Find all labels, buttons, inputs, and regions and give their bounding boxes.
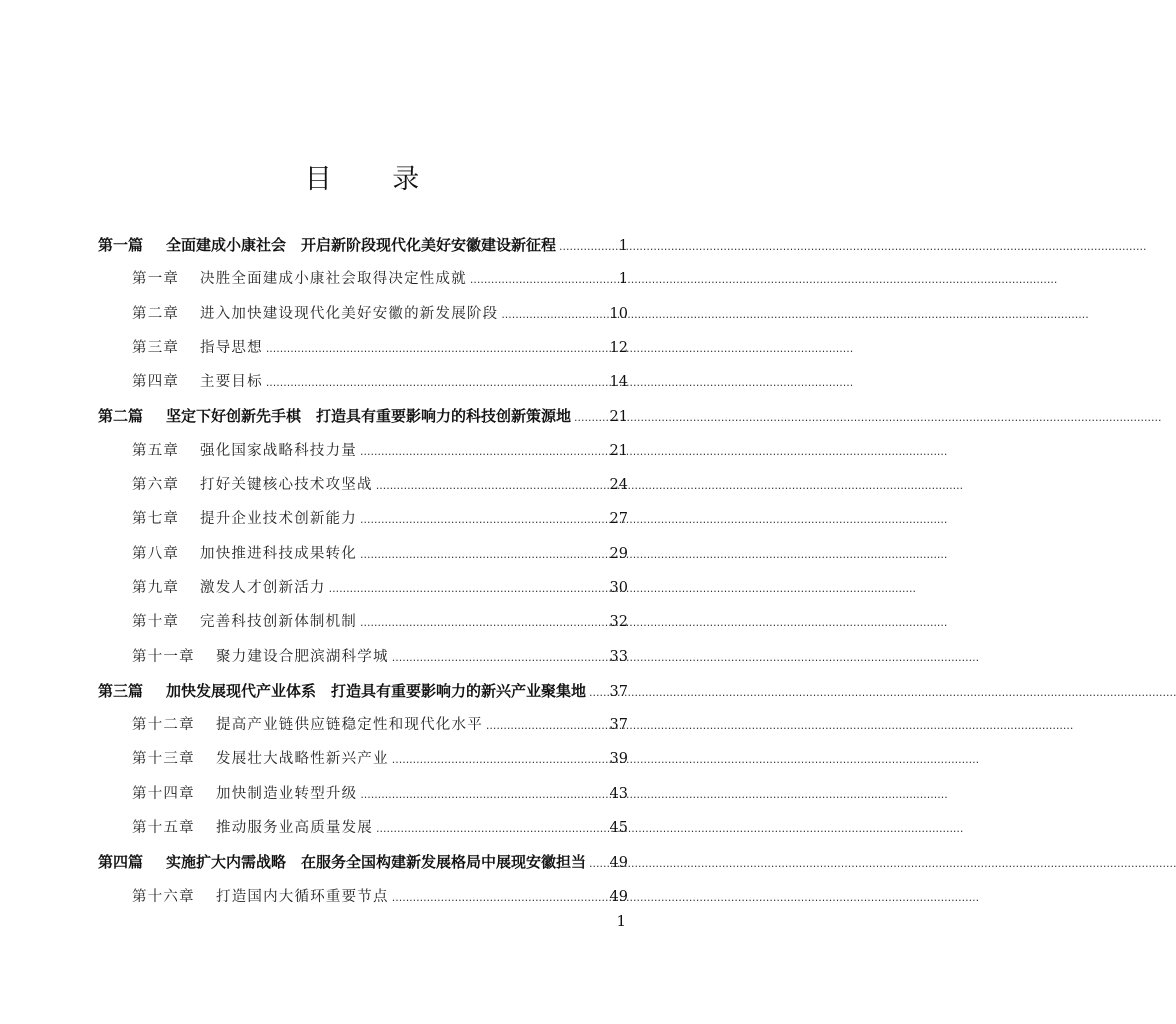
chapter-number: 第五章 [132, 442, 180, 459]
dot-leader [360, 778, 606, 812]
toc-chapter-row[interactable] [98, 331, 628, 365]
chapter-title: 激发人才创新活力 [200, 579, 326, 596]
chapter-title: 加快推进科技成果转化 [200, 545, 357, 562]
chapter-number: 第十三章 [132, 751, 195, 768]
dot-leader [589, 847, 607, 881]
dot-leader [501, 298, 606, 332]
page-ref: 24 [609, 477, 628, 494]
toc-chapter-row[interactable] [98, 502, 628, 536]
toc-part-row[interactable] [98, 674, 628, 708]
dot-leader [486, 709, 607, 743]
dot-leader [266, 366, 607, 400]
page-ref: 43 [609, 785, 628, 802]
dot-leader [392, 641, 607, 675]
toc-chapter-row[interactable] [98, 605, 628, 639]
toc-part-row[interactable] [98, 845, 628, 879]
toc-chapter-row[interactable] [98, 708, 628, 742]
toc-chapter-row[interactable] [98, 640, 628, 674]
chapter-title: 强化国家战略科技力量 [200, 442, 357, 459]
page-ref: 1 [618, 271, 628, 288]
dot-leader [376, 812, 607, 846]
chapter-number: 第九章 [132, 579, 180, 596]
page-ref: 49 [609, 855, 628, 872]
chapter-number: 第十章 [132, 614, 180, 631]
dot-leader [559, 230, 616, 264]
chapter-title: 发展壮大战略性新兴产业 [216, 751, 389, 768]
page-ref: 27 [609, 511, 628, 528]
dot-leader [360, 435, 607, 469]
page-title: 目 录 [304, 164, 446, 195]
chapter-number: 第十六章 [132, 888, 195, 905]
page-ref: 1 [618, 238, 628, 254]
dot-leader [470, 263, 616, 297]
table-of-contents [98, 228, 628, 914]
chapter-title: 推动服务业高质量发展 [216, 820, 373, 837]
dot-leader [360, 503, 607, 537]
page-ref: 32 [609, 614, 628, 631]
chapter-number: 第六章 [132, 477, 180, 494]
toc-chapter-row[interactable] [98, 811, 628, 845]
chapter-title: 加快制造业转型升级 [216, 785, 358, 802]
dot-leader [266, 332, 607, 366]
page-ref: 45 [609, 820, 628, 837]
chapter-number: 第四章 [132, 374, 180, 391]
dot-leader [574, 401, 607, 435]
part-number: 第三篇 [98, 681, 144, 700]
chapter-number: 第十五章 [132, 820, 195, 837]
chapter-title: 聚力建设合肥滨湖科学城 [216, 648, 389, 665]
page-ref: 10 [609, 305, 628, 322]
page-ref: 33 [609, 648, 628, 665]
chapter-number: 第十四章 [132, 785, 195, 802]
page-ref: 37 [609, 683, 628, 700]
chapter-title: 决胜全面建成小康社会取得决定性成就 [200, 271, 467, 288]
page-ref: 29 [609, 545, 628, 562]
toc-chapter-row[interactable] [98, 434, 628, 468]
page-ref: 21 [609, 442, 628, 459]
part-number: 第二篇 [98, 407, 144, 426]
chapter-title: 进入加快建设现代化美好安徽的新发展阶段 [200, 305, 499, 322]
page-ref: 14 [609, 374, 628, 391]
part-title: 实施扩大内需战略 在服务全国构建新发展格局中展现安徽担当 [166, 853, 587, 872]
dot-leader [360, 606, 607, 640]
chapter-title: 提高产业链供应链稳定性和现代化水平 [216, 717, 483, 734]
chapter-number: 第二章 [132, 305, 180, 322]
dot-leader [392, 881, 607, 915]
chapter-title: 指导思想 [200, 339, 263, 356]
page-ref: 39 [609, 751, 628, 768]
page-ref: 37 [609, 717, 628, 734]
dot-leader [376, 469, 607, 503]
part-title: 全面建成小康社会 开启新阶段现代化美好安徽建设新征程 [166, 236, 557, 254]
part-number: 第四篇 [98, 853, 144, 872]
page-ref: 21 [609, 409, 628, 426]
toc-chapter-row[interactable] [98, 880, 628, 914]
chapter-title: 打造国内大循环重要节点 [216, 888, 389, 905]
page-number: 1 [616, 912, 626, 930]
part-title: 坚定下好创新先手棋 打造具有重要影响力的科技创新策源地 [166, 407, 572, 426]
toc-chapter-row[interactable] [98, 262, 628, 296]
toc-chapter-row[interactable] [98, 468, 628, 502]
chapter-title: 完善科技创新体制机制 [200, 614, 357, 631]
dot-leader [392, 743, 607, 777]
chapter-title: 打好关键核心技术攻坚战 [200, 477, 373, 494]
toc-chapter-row[interactable] [98, 297, 628, 331]
toc-chapter-row[interactable] [98, 742, 628, 776]
chapter-number: 第十一章 [132, 648, 195, 665]
dot-leader [589, 676, 607, 710]
toc-chapter-row[interactable] [98, 537, 628, 571]
chapter-title: 主要目标 [200, 374, 263, 391]
chapter-number: 第八章 [132, 545, 180, 562]
part-title: 加快发展现代产业体系 打造具有重要影响力的新兴产业聚集地 [166, 681, 587, 700]
page-ref: 49 [609, 888, 628, 905]
toc-chapter-row[interactable] [98, 571, 628, 605]
chapter-title: 提升企业技术创新能力 [200, 511, 357, 528]
chapter-number: 第七章 [132, 511, 180, 528]
part-number: 第一篇 [98, 236, 144, 254]
chapter-number: 第十二章 [132, 717, 195, 734]
chapter-number: 第三章 [132, 339, 180, 356]
toc-chapter-row[interactable] [98, 777, 628, 811]
chapter-number: 第一章 [132, 271, 180, 288]
page-ref: 30 [609, 579, 628, 596]
dot-leader [329, 572, 607, 606]
page-ref: 12 [609, 339, 628, 356]
toc-chapter-row[interactable] [98, 365, 628, 399]
toc-part-row[interactable] [98, 228, 628, 262]
dot-leader [360, 538, 607, 572]
toc-part-row[interactable] [98, 399, 628, 433]
